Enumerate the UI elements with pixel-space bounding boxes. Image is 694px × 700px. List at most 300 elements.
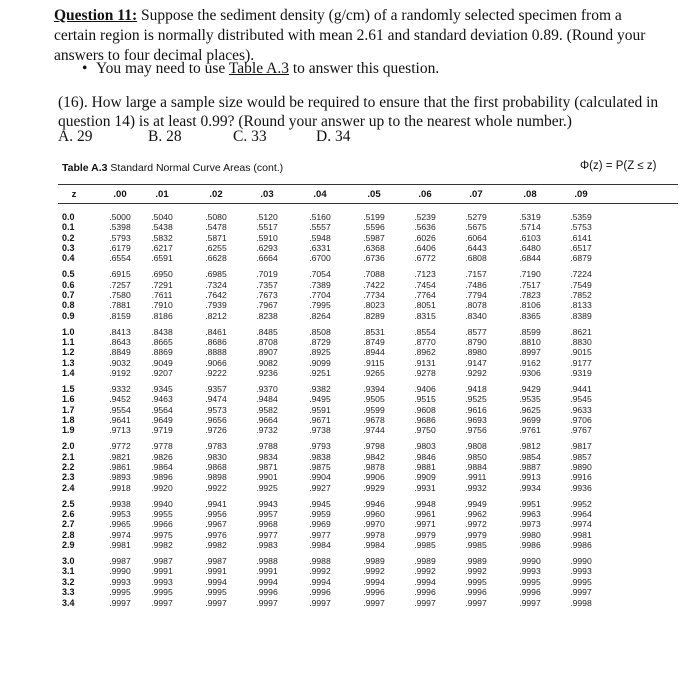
probability-cell: .9995 xyxy=(205,587,227,598)
column-header: .08 xyxy=(523,189,537,200)
probability-cell: .9671 xyxy=(309,415,331,426)
probability-cell: .6591 xyxy=(151,253,173,264)
probability-cell: .7123 xyxy=(414,269,436,280)
probability-cell: .9515 xyxy=(414,394,436,405)
probability-cell: .5120 xyxy=(256,212,278,222)
probability-cell: .9726 xyxy=(205,425,227,436)
probability-cell: .9995 xyxy=(109,587,131,598)
probability-cell: .8485 xyxy=(256,326,278,337)
probability-cell: .7517 xyxy=(519,279,541,290)
probability-cell: .8621 xyxy=(570,326,592,337)
hint-bullet xyxy=(82,60,440,78)
question-text xyxy=(54,6,660,66)
probability-cell: .9918 xyxy=(109,482,131,493)
probability-cell: .6879 xyxy=(570,253,592,264)
probability-cell: .9998 xyxy=(570,597,592,608)
probability-cell: .9474 xyxy=(205,394,227,405)
probability-cell: .6700 xyxy=(309,253,331,264)
probability-cell: .8962 xyxy=(414,347,436,358)
z-value: 2.4 xyxy=(62,482,75,493)
probability-cell: .6915 xyxy=(109,269,131,280)
probability-cell: .8770 xyxy=(414,337,436,348)
probability-cell: .9981 xyxy=(109,540,131,551)
probability-cell: .9817 xyxy=(570,441,592,452)
probability-cell: .5279 xyxy=(465,212,487,222)
probability-cell: .9953 xyxy=(109,509,131,520)
probability-cell: .6480 xyxy=(519,243,541,254)
probability-cell: .9977 xyxy=(256,529,278,540)
probability-cell: .9984 xyxy=(309,540,331,551)
probability-cell: .9049 xyxy=(151,357,173,368)
probability-cell: .7967 xyxy=(256,300,278,311)
probability-cell: .5359 xyxy=(570,212,592,222)
z-value: 2.9 xyxy=(62,540,75,551)
probability-cell: .8389 xyxy=(570,310,592,321)
probability-cell: .9554 xyxy=(109,404,131,415)
z-value: 0.3 xyxy=(62,243,75,254)
z-value: 2.0 xyxy=(62,441,75,452)
probability-cell: .9686 xyxy=(414,415,436,426)
probability-cell: .8554 xyxy=(414,326,436,337)
probability-cell: .6664 xyxy=(256,253,278,264)
probability-cell: .9911 xyxy=(465,472,487,483)
probability-cell: .9990 xyxy=(570,556,592,567)
probability-cell: .9922 xyxy=(205,482,227,493)
z-value: 1.7 xyxy=(62,404,75,415)
probability-cell: .9994 xyxy=(205,576,227,587)
question-body: Suppose the sediment density (g/cm) of a randomly selected specimen from a certain region is normally distributed with mean 2.61 and standard deviation 0.89. (Round your answers to four decimal places). xyxy=(54,7,646,64)
probability-cell: .9192 xyxy=(109,368,131,379)
hint-prefix: You may need to use xyxy=(96,60,229,77)
hint-suffix: to answer this question. xyxy=(288,60,440,77)
probability-cell: .9641 xyxy=(109,415,131,426)
probability-cell: .9961 xyxy=(414,509,436,520)
probability-cell: .9495 xyxy=(309,394,331,405)
z-value: 1.3 xyxy=(62,357,75,368)
probability-cell: .9934 xyxy=(519,482,541,493)
probability-cell: .9970 xyxy=(363,519,385,530)
probability-cell: .9997 xyxy=(109,597,131,608)
probability-cell: .9306 xyxy=(519,368,541,379)
probability-cell: .5040 xyxy=(151,212,173,222)
probability-cell: .9251 xyxy=(309,368,331,379)
probability-cell: .9990 xyxy=(109,566,131,577)
probability-cell: .5000 xyxy=(109,212,131,222)
z-value: 0.5 xyxy=(62,269,75,280)
choice-b: B. 28 xyxy=(148,128,182,145)
probability-cell: .9834 xyxy=(256,451,278,462)
probability-cell: .9898 xyxy=(205,472,227,483)
probability-cell: .9236 xyxy=(256,368,278,379)
probability-cell: .9463 xyxy=(151,394,173,405)
column-header: .05 xyxy=(367,189,381,200)
probability-cell: .9706 xyxy=(570,415,592,426)
probability-cell: .9868 xyxy=(205,462,227,473)
probability-cell: .9997 xyxy=(570,587,592,598)
probability-cell: .9732 xyxy=(256,425,278,436)
probability-cell: .9842 xyxy=(363,451,385,462)
probability-cell: .9974 xyxy=(109,529,131,540)
probability-cell: .5319 xyxy=(519,212,541,222)
probability-cell: .9265 xyxy=(363,368,385,379)
probability-cell: .9987 xyxy=(109,556,131,567)
probability-cell: .5160 xyxy=(309,212,331,222)
probability-cell: .9979 xyxy=(414,529,436,540)
probability-cell: .7486 xyxy=(465,279,487,290)
probability-cell: .9573 xyxy=(205,404,227,415)
probability-cell: .7881 xyxy=(109,300,131,311)
probability-cell: .7611 xyxy=(151,290,173,301)
probability-cell: .9992 xyxy=(309,566,331,577)
z-value: 2.5 xyxy=(62,498,75,509)
probability-cell: .5753 xyxy=(570,222,592,233)
probability-cell: .5080 xyxy=(205,212,227,222)
probability-cell: .9972 xyxy=(465,519,487,530)
probability-cell: .9066 xyxy=(205,357,227,368)
probability-cell: .5987 xyxy=(363,232,385,243)
z-value: 2.2 xyxy=(62,462,75,473)
probability-cell: .9099 xyxy=(309,357,331,368)
probability-cell: .9994 xyxy=(414,576,436,587)
probability-cell: .9750 xyxy=(414,425,436,436)
probability-cell: .8106 xyxy=(519,300,541,311)
probability-cell: .9967 xyxy=(205,519,227,530)
probability-cell: .8365 xyxy=(519,310,541,321)
probability-cell: .8438 xyxy=(151,326,173,337)
probability-cell: .8643 xyxy=(109,337,131,348)
probability-cell: .9564 xyxy=(151,404,173,415)
probability-cell: .8980 xyxy=(465,347,487,358)
probability-cell: .9441 xyxy=(570,384,592,395)
probability-cell: .8869 xyxy=(151,347,173,358)
probability-cell: .9994 xyxy=(309,576,331,587)
probability-cell: .8508 xyxy=(309,326,331,337)
probability-cell: .9988 xyxy=(309,556,331,567)
z-value: 0.9 xyxy=(62,310,75,321)
probability-cell: .7389 xyxy=(309,279,331,290)
probability-cell: .9656 xyxy=(205,415,227,426)
probability-cell: .5199 xyxy=(363,212,385,222)
probability-cell: .9988 xyxy=(256,556,278,567)
probability-cell: .7823 xyxy=(519,290,541,301)
probability-cell: .9616 xyxy=(465,404,487,415)
probability-cell: .9871 xyxy=(256,462,278,473)
z-value: 1.8 xyxy=(62,415,75,426)
z-value: 0.4 xyxy=(62,253,75,264)
probability-cell: .7995 xyxy=(309,300,331,311)
probability-cell: .9969 xyxy=(309,519,331,530)
z-value: 0.2 xyxy=(62,232,75,243)
probability-cell: .8888 xyxy=(205,347,227,358)
probability-cell: .9987 xyxy=(205,556,227,567)
probability-cell: .9808 xyxy=(465,441,487,452)
probability-cell: .9982 xyxy=(205,540,227,551)
probability-cell: .5438 xyxy=(151,222,173,233)
probability-cell: .9985 xyxy=(465,540,487,551)
probability-cell: .9608 xyxy=(414,404,436,415)
z-value: 0.1 xyxy=(62,222,75,233)
probability-cell: .5793 xyxy=(109,232,131,243)
probability-cell: .9904 xyxy=(309,472,331,483)
probability-cell: .9993 xyxy=(519,566,541,577)
probability-cell: .7734 xyxy=(363,290,385,301)
probability-cell: .9850 xyxy=(465,451,487,462)
probability-cell: .9861 xyxy=(109,462,131,473)
probability-cell: .6064 xyxy=(465,232,487,243)
probability-cell: .9946 xyxy=(363,498,385,509)
probability-cell: .9997 xyxy=(256,597,278,608)
probability-cell: .9975 xyxy=(151,529,173,540)
probability-cell: .9678 xyxy=(363,415,385,426)
probability-cell: .8925 xyxy=(309,347,331,358)
probability-cell: .6628 xyxy=(205,253,227,264)
probability-cell: .9890 xyxy=(570,462,592,473)
answer-choices xyxy=(58,128,458,148)
probability-cell: .9955 xyxy=(151,509,173,520)
table-title-bold: Table A.3 xyxy=(62,162,108,174)
probability-cell: .8686 xyxy=(205,337,227,348)
z-value: 0.0 xyxy=(62,212,75,222)
probability-cell: .8810 xyxy=(519,337,541,348)
probability-cell: .9292 xyxy=(465,368,487,379)
probability-cell: .9357 xyxy=(205,384,227,395)
probability-cell: .6141 xyxy=(570,232,592,243)
probability-cell: .9826 xyxy=(151,451,173,462)
probability-cell: .8159 xyxy=(109,310,131,321)
probability-cell: .9887 xyxy=(519,462,541,473)
probability-cell: .9940 xyxy=(151,498,173,509)
probability-cell: .7190 xyxy=(519,269,541,280)
probability-cell: .9345 xyxy=(151,384,173,395)
z-value: 2.8 xyxy=(62,529,75,540)
probability-cell: .9956 xyxy=(205,509,227,520)
probability-cell: .9996 xyxy=(465,587,487,598)
z-header: z xyxy=(71,189,77,200)
probability-cell: .9938 xyxy=(109,498,131,509)
probability-cell: .5557 xyxy=(309,222,331,233)
probability-cell: .6026 xyxy=(414,232,436,243)
probability-cell: .9996 xyxy=(309,587,331,598)
probability-cell: .8315 xyxy=(414,310,436,321)
choice-a: A. 29 xyxy=(58,128,93,145)
probability-cell: .7291 xyxy=(151,279,173,290)
probability-cell: .9966 xyxy=(151,519,173,530)
probability-cell: .5910 xyxy=(256,232,278,243)
probability-cell: .6179 xyxy=(109,243,131,254)
probability-cell: .5596 xyxy=(363,222,385,233)
probability-cell: .9993 xyxy=(570,566,592,577)
probability-cell: .8577 xyxy=(465,326,487,337)
probability-cell: .9699 xyxy=(519,415,541,426)
table-header-rule xyxy=(58,203,678,204)
probability-cell: .9881 xyxy=(414,462,436,473)
probability-cell: .9821 xyxy=(109,451,131,462)
probability-cell: .9962 xyxy=(465,509,487,520)
probability-cell: .7019 xyxy=(256,269,278,280)
probability-cell: .7642 xyxy=(205,290,227,301)
probability-cell: .7939 xyxy=(205,300,227,311)
z-value: 0.6 xyxy=(62,279,75,290)
probability-cell: .9991 xyxy=(151,566,173,577)
probability-cell: .6331 xyxy=(309,243,331,254)
probability-cell: .7454 xyxy=(414,279,436,290)
probability-cell: .6255 xyxy=(205,243,227,254)
probability-cell: .9798 xyxy=(363,441,385,452)
probability-cell: .9957 xyxy=(256,509,278,520)
probability-cell: .5948 xyxy=(309,232,331,243)
probability-cell: .9997 xyxy=(519,597,541,608)
probability-cell: .9525 xyxy=(465,394,487,405)
table-a3-link[interactable]: Table A.3 xyxy=(228,60,289,77)
probability-cell: .9992 xyxy=(363,566,385,577)
probability-cell: .7580 xyxy=(109,290,131,301)
probability-cell: .9994 xyxy=(256,576,278,587)
probability-cell: .9993 xyxy=(109,576,131,587)
probability-cell: .9406 xyxy=(414,384,436,395)
z-value: 3.3 xyxy=(62,587,75,598)
probability-cell: .9744 xyxy=(363,425,385,436)
probability-cell: .8023 xyxy=(363,300,385,311)
probability-cell: .9370 xyxy=(256,384,278,395)
probability-cell: .8997 xyxy=(519,347,541,358)
probability-cell: .9985 xyxy=(414,540,436,551)
probability-cell: .9332 xyxy=(109,384,131,395)
choice-d: D. 34 xyxy=(316,128,351,145)
probability-cell: .9982 xyxy=(151,540,173,551)
probability-cell: .8907 xyxy=(256,347,278,358)
probability-cell: .9015 xyxy=(570,347,592,358)
probability-cell: .9131 xyxy=(414,357,436,368)
choice-c: C. 33 xyxy=(233,128,267,145)
probability-cell: .9989 xyxy=(363,556,385,567)
column-header: .07 xyxy=(469,189,483,200)
probability-cell: .9963 xyxy=(519,509,541,520)
probability-cell: .9978 xyxy=(363,529,385,540)
probability-cell: .7157 xyxy=(465,269,487,280)
probability-cell: .9997 xyxy=(465,597,487,608)
probability-cell: .9278 xyxy=(414,368,436,379)
probability-cell: .9875 xyxy=(309,462,331,473)
probability-cell: .9996 xyxy=(256,587,278,598)
probability-cell: .9951 xyxy=(519,498,541,509)
probability-cell: .9993 xyxy=(151,576,173,587)
z-value: 2.1 xyxy=(62,451,75,462)
probability-cell: .9997 xyxy=(363,597,385,608)
probability-cell: .8238 xyxy=(256,310,278,321)
probability-cell: .9896 xyxy=(151,472,173,483)
column-header: .00 xyxy=(113,189,127,200)
probability-cell: .9878 xyxy=(363,462,385,473)
z-value: 2.7 xyxy=(62,519,75,530)
probability-cell: .9713 xyxy=(109,425,131,436)
probability-cell: .7357 xyxy=(256,279,278,290)
probability-cell: .9932 xyxy=(465,482,487,493)
probability-cell: .9177 xyxy=(570,357,592,368)
probability-cell: .8340 xyxy=(465,310,487,321)
probability-cell: .9974 xyxy=(570,519,592,530)
probability-cell: .9452 xyxy=(109,394,131,405)
probability-cell: .9997 xyxy=(309,597,331,608)
probability-cell: .8749 xyxy=(363,337,385,348)
probability-cell: .8944 xyxy=(363,347,385,358)
probability-cell: .7054 xyxy=(309,269,331,280)
probability-cell: .9927 xyxy=(309,482,331,493)
probability-cell: .8078 xyxy=(465,300,487,311)
probability-cell: .9115 xyxy=(363,357,385,368)
probability-cell: .9147 xyxy=(465,357,487,368)
probability-cell: .6808 xyxy=(465,253,487,264)
probability-cell: .8133 xyxy=(570,300,592,311)
column-header: .03 xyxy=(260,189,274,200)
z-value: 1.4 xyxy=(62,368,75,379)
probability-cell: .9973 xyxy=(519,519,541,530)
probability-cell: .9995 xyxy=(465,576,487,587)
probability-cell: .9959 xyxy=(309,509,331,520)
probability-cell: .9920 xyxy=(151,482,173,493)
probability-cell: .9977 xyxy=(309,529,331,540)
probability-cell: .6950 xyxy=(151,269,173,280)
probability-cell: .9429 xyxy=(519,384,541,395)
probability-cell: .9222 xyxy=(205,368,227,379)
probability-cell: .9960 xyxy=(363,509,385,520)
probability-cell: .9945 xyxy=(309,498,331,509)
probability-cell: .9929 xyxy=(363,482,385,493)
column-header: .04 xyxy=(313,189,327,200)
z-value: 1.6 xyxy=(62,394,75,405)
probability-cell: .6772 xyxy=(414,253,436,264)
probability-cell: .9812 xyxy=(519,441,541,452)
z-value: 2.6 xyxy=(62,509,75,520)
probability-cell: .9830 xyxy=(205,451,227,462)
probability-cell: .9996 xyxy=(363,587,385,598)
probability-cell: .9987 xyxy=(151,556,173,567)
probability-cell: .9989 xyxy=(414,556,436,567)
probability-cell: .9207 xyxy=(151,368,173,379)
z-value: 0.8 xyxy=(62,300,75,311)
probability-cell: .6406 xyxy=(414,243,436,254)
probability-cell: .7088 xyxy=(363,269,385,280)
probability-cell: .9943 xyxy=(256,498,278,509)
probability-cell: .9649 xyxy=(151,415,173,426)
z-value: 3.4 xyxy=(62,597,75,608)
probability-cell: .9964 xyxy=(570,509,592,520)
probability-cell: .6293 xyxy=(256,243,278,254)
probability-cell: .8531 xyxy=(363,326,385,337)
probability-cell: .9162 xyxy=(519,357,541,368)
probability-cell: .9990 xyxy=(519,556,541,567)
probability-cell: .5636 xyxy=(414,222,436,233)
probability-cell: .9906 xyxy=(363,472,385,483)
probability-cell: .5714 xyxy=(519,222,541,233)
probability-cell: .9535 xyxy=(519,394,541,405)
probability-cell: .9931 xyxy=(414,482,436,493)
probability-cell: .7673 xyxy=(256,290,278,301)
probability-cell: .9803 xyxy=(414,441,436,452)
z-value: 1.9 xyxy=(62,425,75,436)
z-value: 3.1 xyxy=(62,566,75,577)
question-label: Question 11: xyxy=(54,7,138,24)
probability-cell: .9994 xyxy=(363,576,385,587)
probability-cell: .9989 xyxy=(465,556,487,567)
table-title xyxy=(62,162,283,174)
probability-cell: .9983 xyxy=(256,540,278,551)
probability-cell: .9783 xyxy=(205,441,227,452)
probability-cell: .9719 xyxy=(151,425,173,436)
probability-cell: .9997 xyxy=(151,597,173,608)
probability-cell: .5871 xyxy=(205,232,227,243)
probability-cell: .5675 xyxy=(465,222,487,233)
probability-cell: .9032 xyxy=(109,357,131,368)
